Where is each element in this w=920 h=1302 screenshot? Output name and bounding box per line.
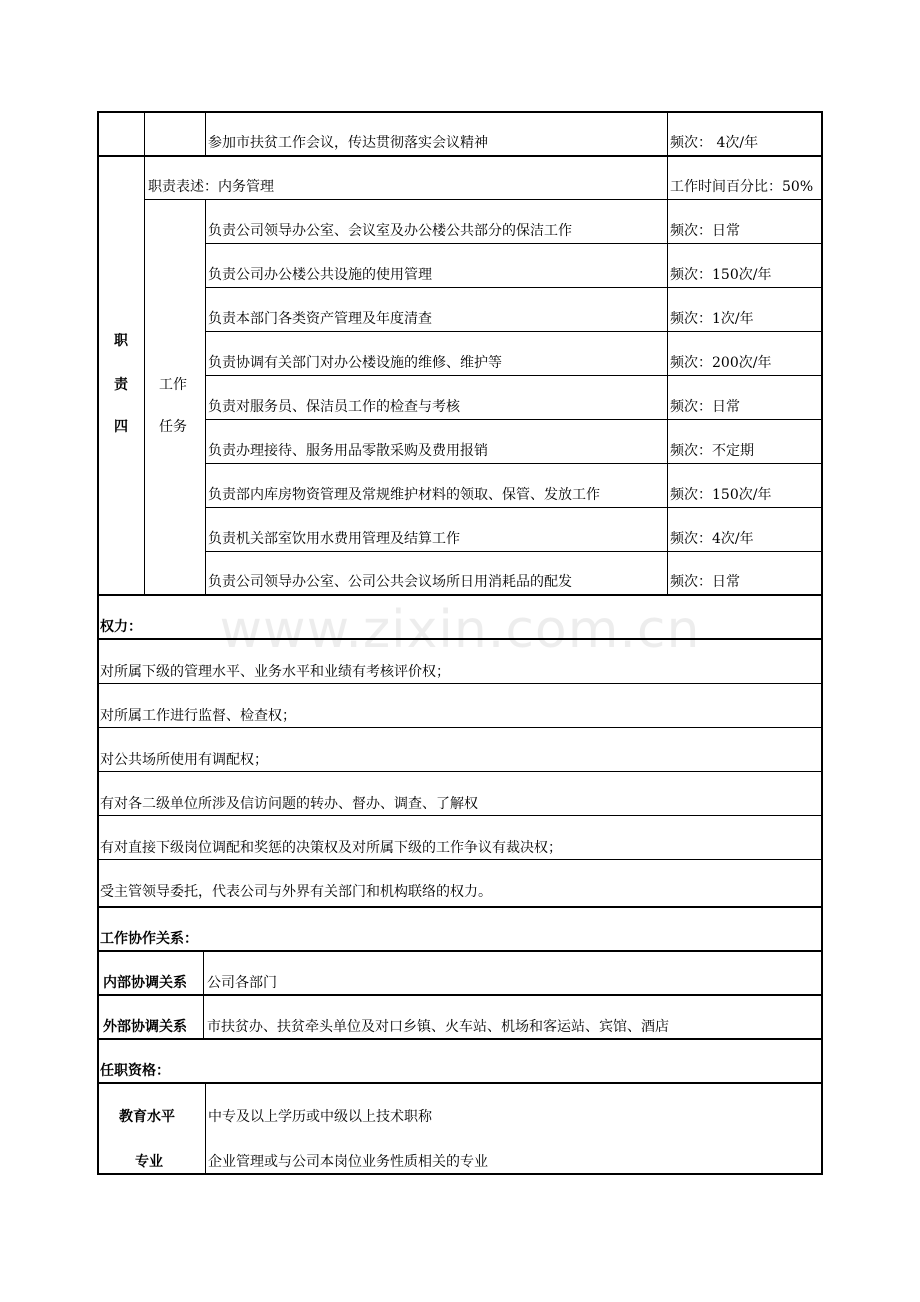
task-2-frequency: 频次：150次/年 [670, 267, 772, 283]
internal-relation-value: 公司各部门 [207, 975, 277, 991]
task-2-text: 负责公司办公楼公共设施的使用管理 [208, 267, 432, 283]
task-8-text: 负责机关部室饮用水费用管理及结算工作 [208, 531, 460, 547]
duty4-description: 职责表述：内务管理 [148, 179, 274, 195]
task-7-text: 负责部内库房物资管理及常规维护材料的领取、保管、发放工作 [208, 487, 600, 503]
duty4-label-char-1: 职 [114, 333, 128, 349]
task-6-frequency: 频次：不定期 [670, 443, 754, 459]
duty4-label-char-3: 四 [114, 419, 128, 435]
task-7-frequency: 频次：150次/年 [670, 487, 772, 503]
task-label-line-1: 工作 [159, 377, 187, 393]
task-8-frequency: 频次：4次/年 [670, 531, 754, 547]
job-description-table [97, 111, 823, 1175]
education-label: 教育水平 [119, 1109, 175, 1125]
task-4-frequency: 频次：200次/年 [670, 355, 772, 371]
external-relation-value: 市扶贫办、扶贫牵头单位及对口乡镇、火车站、机场和客运站、宾馆、酒店 [207, 1019, 669, 1035]
authority-item-2: 对所属工作进行监督、检查权； [100, 708, 296, 724]
task-1-text: 负责公司领导办公室、会议室及办公楼公共部分的保洁工作 [208, 223, 572, 239]
major-label: 专业 [135, 1154, 163, 1170]
qualifications-heading: 任职资格： [100, 1063, 170, 1079]
task-4-text: 负责协调有关部门对办公楼设施的维修、维护等 [208, 355, 502, 371]
task-1-frequency: 频次：日常 [670, 223, 740, 239]
task-6-text: 负责办理接待、服务用品零散采购及费用报销 [208, 443, 488, 459]
major-value: 企业管理或与公司本岗位业务性质相关的专业 [208, 1154, 488, 1170]
external-relation-label: 外部协调关系 [103, 1019, 187, 1035]
task-3-frequency: 频次：1次/年 [670, 311, 754, 327]
duty4-time-percent: 工作时间百分比：50% [670, 179, 814, 195]
duty3-task-frequency: 频次： 4次/年 [670, 135, 759, 151]
watermark: www.zixin.com.cn [219, 600, 701, 660]
task-9-text: 负责公司领导办公室、公司公共会议场所日用消耗品的配发 [208, 574, 572, 590]
task-label-line-2: 任务 [159, 419, 187, 435]
duty4-label-char-2: 责 [114, 377, 128, 393]
authority-item-5: 有对直接下级岗位调配和奖惩的决策权及对所属下级的工作争议有裁决权； [100, 840, 562, 856]
authority-item-1: 对所属下级的管理水平、业务水平和业绩有考核评价权； [100, 664, 450, 680]
task-9-frequency: 频次：日常 [670, 574, 740, 590]
task-5-frequency: 频次：日常 [670, 399, 740, 415]
education-value: 中专及以上学历或中级以上技术职称 [208, 1109, 432, 1125]
duty3-task-text: 参加市扶贫工作会议，传达贯彻落实会议精神 [208, 135, 488, 151]
authority-item-4: 有对各二级单位所涉及信访问题的转办、督办、调查、了解权 [100, 796, 478, 812]
duty4-label [99, 157, 144, 595]
task-3-text: 负责本部门各类资产管理及年度清查 [208, 311, 432, 327]
authority-heading: 权力： [100, 619, 142, 635]
internal-relation-label: 内部协调关系 [103, 975, 187, 991]
task-5-text: 负责对服务员、保洁员工作的检查与考核 [208, 399, 460, 415]
authority-item-6: 受主管领导委托，代表公司与外界有关部门和机构联络的权力。 [100, 884, 492, 900]
authority-item-3: 对公共场所使用有调配权； [100, 752, 268, 768]
relations-heading: 工作协作关系： [100, 931, 198, 947]
